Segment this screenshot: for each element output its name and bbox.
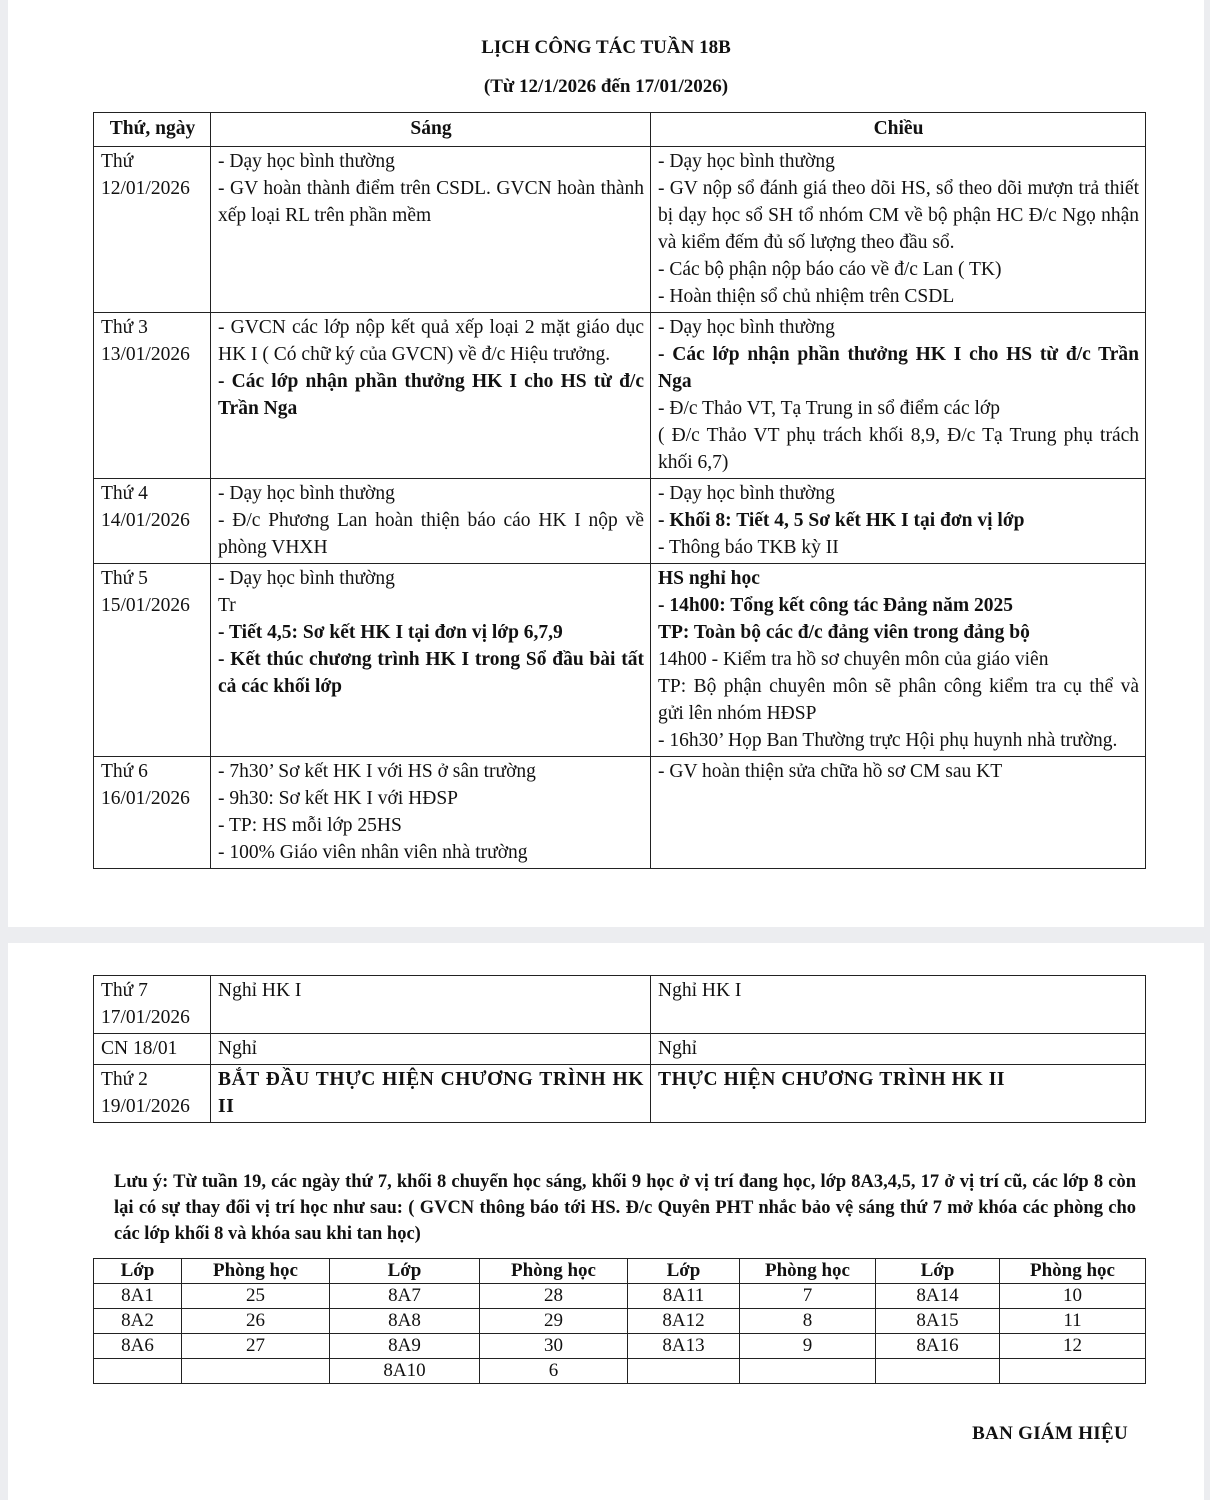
schedule-row — [94, 1034, 1146, 1065]
morning-item: - 100% Giáo viên nhân viên nhà trường — [218, 842, 528, 863]
morning-item: - GV hoàn thành điểm trên CSDL. GVCN hoàn thành xếp loại RL trên phần mềm — [218, 178, 644, 226]
afternoon-cell — [651, 564, 1146, 757]
room-cell — [876, 1359, 1000, 1384]
weekend-schedule-table — [93, 975, 1146, 1123]
afternoon-item: - Thông báo TKB kỳ II — [658, 537, 839, 558]
room-cell: 27 — [182, 1334, 330, 1359]
afternoon-item: Nghỉ — [658, 1038, 697, 1059]
morning-item: - 7h30’ Sơ kết HK I với HS ở sân trường — [218, 761, 536, 782]
room-cell: 8A10 — [330, 1359, 480, 1384]
morning-item: - Dạy học bình thường — [218, 568, 395, 589]
morning-cell — [211, 479, 651, 564]
room-header-cell: Phòng học — [740, 1259, 876, 1284]
room-table-row — [94, 1334, 1146, 1359]
weekly-schedule-table — [93, 112, 1146, 869]
day-date: 15/01/2026 — [101, 595, 190, 616]
room-cell: 8A16 — [876, 1334, 1000, 1359]
afternoon-item: - 14h00: Tổng kết công tác Đảng năm 2025 — [658, 595, 1013, 616]
note-paragraph: Lưu ý: Từ tuần 19, các ngày thứ 7, khối 8 chuyển học sáng, khối 9 học ở vị trí đang học, lớp 8A3,4,5, 17 ở vị trí cũ, các lớp 8 còn lại có sự thay đổi vị trí học như sau: ( GVCN thông báo tới HS. Đ/c Quyên PHT nhắc bảo vệ sáng thứ 7 mở khóa các phòng cho các lớp khối 8 và khóa sau khi tan học) — [114, 1172, 1136, 1244]
afternoon-cell — [651, 1034, 1146, 1065]
afternoon-item: - Khối 8: Tiết 4, 5 Sơ kết HK I tại đơn vị lớp — [658, 510, 1025, 531]
document-title: LỊCH CÔNG TÁC TUẦN 18B — [481, 37, 731, 58]
room-cell: 8A12 — [628, 1309, 740, 1334]
morning-item: - Kết thúc chương trình HK I trong Sổ đầu bài tất cả các khối lớp — [218, 649, 644, 697]
afternoon-item: - Đ/c Thảo VT, Tạ Trung in sổ điểm các lớp — [658, 398, 1000, 419]
room-cell: 26 — [182, 1309, 330, 1334]
room-cell: 8A2 — [94, 1309, 182, 1334]
day-name: Thứ 3 — [101, 317, 148, 338]
room-cell: 25 — [182, 1284, 330, 1309]
room-cell: 6 — [480, 1359, 628, 1384]
day-cell — [94, 313, 211, 479]
day-cell — [94, 757, 211, 869]
room-header-cell: Lớp — [628, 1259, 740, 1284]
day-cell — [94, 564, 211, 757]
afternoon-cell — [651, 757, 1146, 869]
day-date: 13/01/2026 — [101, 344, 190, 365]
morning-item: Tr — [218, 595, 236, 616]
morning-cell — [211, 976, 651, 1034]
room-table-row — [94, 1359, 1146, 1384]
day-date: 14/01/2026 — [101, 510, 190, 531]
afternoon-item: - Dạy học bình thường — [658, 483, 835, 504]
morning-item: BẮT ĐẦU THỰC HIỆN CHƯƠNG TRÌNH HK II — [218, 1069, 644, 1117]
morning-item: - 9h30: Sơ kết HK I với HĐSP — [218, 788, 459, 809]
morning-cell — [211, 1034, 651, 1065]
room-table-row — [94, 1309, 1146, 1334]
afternoon-item: - Hoàn thiện sổ chủ nhiệm trên CSDL — [658, 286, 955, 307]
room-cell: 8A11 — [628, 1284, 740, 1309]
room-table-header — [94, 1259, 1146, 1284]
room-cell — [1000, 1359, 1146, 1384]
morning-item: - TP: HS mỗi lớp 25HS — [218, 815, 402, 836]
document-subtitle: (Từ 12/1/2026 đến 17/01/2026) — [483, 76, 729, 97]
room-cell: 8A6 — [94, 1334, 182, 1359]
day-cell — [94, 1034, 211, 1065]
afternoon-item: - 16h30’ Họp Ban Thường trực Hội phụ huynh nhà trường. — [658, 730, 1118, 751]
room-cell: 9 — [740, 1334, 876, 1359]
room-cell: 8A7 — [330, 1284, 480, 1309]
afternoon-cell — [651, 1065, 1146, 1123]
afternoon-item: - Các lớp nhận phần thưởng HK I cho HS từ đ/c Trần Nga — [658, 344, 1139, 392]
signature-block: BAN GIÁM HIỆU — [972, 1423, 1128, 1444]
day-cell — [94, 479, 211, 564]
morning-item: - Đ/c Phương Lan hoàn thiện báo cáo HK I nộp về phòng VHXH — [218, 510, 644, 558]
room-cell: 12 — [1000, 1334, 1146, 1359]
morning-cell — [211, 313, 651, 479]
afternoon-item: - Các bộ phận nộp báo cáo về đ/c Lan ( TK) — [658, 259, 1002, 280]
afternoon-item: - Dạy học bình thường — [658, 317, 835, 338]
morning-item: - Dạy học bình thường — [218, 483, 395, 504]
room-header-cell: Phòng học — [182, 1259, 330, 1284]
afternoon-item: Nghỉ HK I — [658, 980, 742, 1001]
room-cell: 28 — [480, 1284, 628, 1309]
room-cell: 8A13 — [628, 1334, 740, 1359]
afternoon-item: - Dạy học bình thường — [658, 151, 835, 172]
day-name: Thứ — [101, 151, 134, 172]
room-cell: 30 — [480, 1334, 628, 1359]
day-date: 17/01/2026 — [101, 1007, 190, 1028]
room-cell — [740, 1359, 876, 1384]
morning-item: Nghỉ — [218, 1038, 257, 1059]
day-date: 19/01/2026 — [101, 1096, 190, 1117]
morning-cell — [211, 147, 651, 313]
morning-cell — [211, 757, 651, 869]
day-name: Thứ 4 — [101, 483, 148, 504]
room-assignment-table — [93, 1258, 1146, 1384]
afternoon-cell — [651, 976, 1146, 1034]
afternoon-item: 14h00 - Kiểm tra hồ sơ chuyên môn của giáo viên — [658, 649, 1049, 670]
room-header-cell: Lớp — [94, 1259, 182, 1284]
page-1 — [8, 0, 1204, 927]
day-date: 16/01/2026 — [101, 788, 190, 809]
afternoon-item: HS nghỉ học — [658, 568, 760, 589]
room-cell: 8 — [740, 1309, 876, 1334]
afternoon-item: - GV hoàn thiện sửa chữa hồ sơ CM sau KT — [658, 761, 1003, 782]
room-cell — [628, 1359, 740, 1384]
schedule-row — [94, 313, 1146, 479]
schedule-row — [94, 1065, 1146, 1123]
page-2 — [8, 943, 1204, 1500]
afternoon-item: TP: Bộ phận chuyên môn sẽ phân công kiểm tra cụ thể và gửi lên nhóm HĐSP — [658, 676, 1139, 724]
morning-item: Nghỉ HK I — [218, 980, 302, 1001]
day-cell — [94, 1065, 211, 1123]
afternoon-cell — [651, 147, 1146, 313]
room-cell: 7 — [740, 1284, 876, 1309]
schedule-row — [94, 564, 1146, 757]
day-name: Thứ 6 — [101, 761, 148, 782]
day-name: Thứ 7 — [101, 980, 148, 1001]
room-table-row — [94, 1284, 1146, 1309]
header-afternoon: Chiều — [651, 113, 1146, 147]
schedule-row — [94, 757, 1146, 869]
afternoon-cell — [651, 313, 1146, 479]
schedule-row — [94, 976, 1146, 1034]
morning-cell — [211, 564, 651, 757]
room-cell: 8A15 — [876, 1309, 1000, 1334]
morning-item: - GVCN các lớp nộp kết quả xếp loại 2 mặt giáo dục HK I ( Có chữ ký của GVCN) về đ/c Hiệu trưởng. — [218, 317, 644, 365]
room-cell — [182, 1359, 330, 1384]
schedule-row — [94, 147, 1146, 313]
schedule-row — [94, 479, 1146, 564]
day-date: 12/01/2026 — [101, 178, 190, 199]
morning-item: - Các lớp nhận phần thưởng HK I cho HS từ đ/c Trần Nga — [218, 371, 644, 419]
afternoon-cell — [651, 479, 1146, 564]
room-header-cell: Phòng học — [480, 1259, 628, 1284]
room-cell: 29 — [480, 1309, 628, 1334]
afternoon-item: ( Đ/c Thảo VT phụ trách khối 8,9, Đ/c Tạ Trung phụ trách khối 6,7) — [658, 425, 1139, 473]
room-cell: 10 — [1000, 1284, 1146, 1309]
room-cell: 8A9 — [330, 1334, 480, 1359]
room-header-cell: Lớp — [876, 1259, 1000, 1284]
day-cell — [94, 147, 211, 313]
day-name: CN 18/01 — [101, 1038, 178, 1059]
room-cell — [94, 1359, 182, 1384]
room-header-cell: Phòng học — [1000, 1259, 1146, 1284]
header-morning: Sáng — [211, 113, 651, 147]
afternoon-item: TP: Toàn bộ các đ/c đảng viên trong đảng bộ — [658, 622, 1030, 643]
room-cell: 11 — [1000, 1309, 1146, 1334]
day-name: Thứ 5 — [101, 568, 148, 589]
morning-item: - Dạy học bình thường — [218, 151, 395, 172]
room-cell: 8A8 — [330, 1309, 480, 1334]
afternoon-item: THỰC HIỆN CHƯƠNG TRÌNH HK II — [658, 1069, 1006, 1090]
header-day: Thứ, ngày — [94, 113, 211, 147]
afternoon-item: - GV nộp sổ đánh giá theo dõi HS, sổ theo dõi mượn trả thiết bị dạy học sổ SH tổ nhóm CM về bộ phận HC Đ/c Ngọ nhận và kiểm đếm đủ số lượng theo đầu sổ. — [658, 178, 1139, 253]
morning-item: - Tiết 4,5: Sơ kết HK I tại đơn vị lớp 6,7,9 — [218, 622, 563, 643]
morning-cell — [211, 1065, 651, 1123]
room-cell: 8A14 — [876, 1284, 1000, 1309]
room-cell: 8A1 — [94, 1284, 182, 1309]
schedule-header-row — [94, 113, 1146, 147]
room-header-cell: Lớp — [330, 1259, 480, 1284]
day-name: Thứ 2 — [101, 1069, 148, 1090]
day-cell — [94, 976, 211, 1034]
